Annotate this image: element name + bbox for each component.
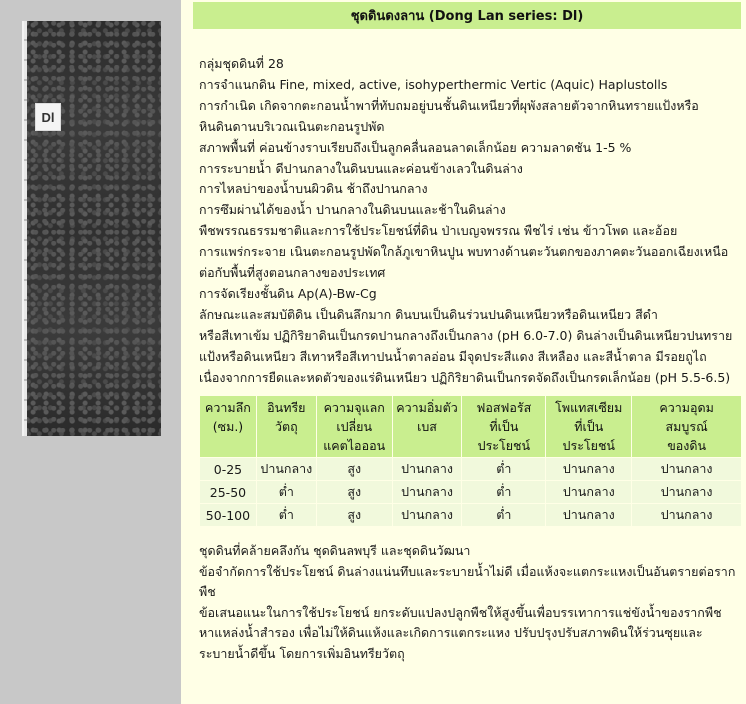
soil-characteristics-3: แป้งหรือดินเหนียว สีเทาหรือสีเทาปนน้ำตาลอ่อน มีจุดประสีแดง สีเหลือง และสีน้ำตาล มีรอยถูไถ bbox=[199, 348, 707, 364]
soil-group: กลุ่มชุดดินที่ 28 bbox=[199, 56, 284, 71]
cell-cec: สูง bbox=[316, 458, 392, 481]
cell-organic-matter: ต่ำ bbox=[256, 504, 316, 527]
drainage: การระบายน้ำ ดีปานกลางในดินบนและค่อนข้างเลวในดินล่าง bbox=[199, 160, 523, 176]
distribution-cont: ต่อกับพื้นที่สูงตอนกลางของประเทศ bbox=[199, 265, 386, 281]
cell-organic-matter: ปานกลาง bbox=[256, 458, 316, 481]
runoff: การไหลบ่าของน้ำบนผิวดิน ช้าถึงปานกลาง bbox=[199, 181, 428, 197]
cell-fertility: ปานกลาง bbox=[632, 458, 742, 481]
table-row bbox=[200, 504, 742, 527]
cell-depth: 50-100 bbox=[200, 504, 257, 527]
horizon-sequence: การจัดเรียงชั้นดิน Ap(A)-Bw-Cg bbox=[199, 285, 377, 301]
page-title: ชุดดินดงลาน (Dong Lan series: Dl) bbox=[193, 2, 741, 29]
table-row bbox=[200, 458, 742, 481]
cell-base-saturation: ปานกลาง bbox=[392, 481, 462, 504]
cell-base-saturation: ปานกลาง bbox=[392, 504, 462, 527]
cell-organic-matter: ต่ำ bbox=[256, 481, 316, 504]
cell-depth: 0-25 bbox=[200, 458, 257, 481]
header-base-saturation: ความอิ่มตัว เบส bbox=[392, 396, 462, 458]
limitations-cont: พืช bbox=[199, 584, 216, 599]
cell-fertility: ปานกลาง bbox=[632, 481, 742, 504]
limitations: ข้อจำกัดการใช้ประโยชน์ ดินล่างแน่นทึบและระบายน้ำไม่ดี เมื่อแห้งจะแตกระแหงเป็นอันตรายต่อราก bbox=[199, 563, 736, 579]
vegetation-landuse: พืชพรรณธรรมชาติและการใช้ประโยชน์ที่ดิน ป่าเบญจพรรณ พืชไร่ เช่น ข้าวโพด และอ้อย bbox=[199, 223, 678, 239]
cell-cec: สูง bbox=[316, 481, 392, 504]
similar-series: ชุดดินที่คล้ายคลึงกัน ชุดดินลพบุรี และชุดดินวัฒนา bbox=[199, 543, 471, 558]
header-organic-matter: อินทรีย วัตถุ bbox=[256, 396, 316, 458]
left-panel bbox=[0, 0, 181, 704]
cell-fertility: ปานกลาง bbox=[632, 504, 742, 527]
landform: สภาพพื้นที่ ค่อนข้างราบเรียบถึงเป็นลูกคลื่นลอนลาดเล็กน้อย ความลาดชัน 1-5 % bbox=[199, 139, 632, 155]
cell-phosphorus: ต่ำ bbox=[462, 504, 546, 527]
soil-properties-table bbox=[199, 395, 742, 527]
recommendations-3: ระบายน้ำดีขึ้น โดยการเพิ่มอินทรียวัตถุ bbox=[199, 645, 405, 661]
cell-depth: 25-50 bbox=[200, 481, 257, 504]
recommendations: ข้อเสนอแนะในการใช้ประโยชน์ ยกระดับแปลงปลูกพืชให้สูงขึ้นเพื่อบรรเทาการแช่ขังน้ำของรากพืช bbox=[199, 604, 722, 620]
distribution: การแพร่กระจาย เนินตะกอนรูปพัดใกล้ภูเขาหินปูน พบทางด้านตะวันตกของภาคตะวันออกเฉียงเหนือ bbox=[199, 244, 729, 260]
table-header-row bbox=[200, 396, 742, 458]
origin-cont: หินดินดานบริเวณเนินตะกอนรูปพัด bbox=[199, 118, 385, 134]
soil-characteristics: ลักษณะและสมบัติดิน เป็นดินลึกมาก ดินบนเป็นดินร่วนปนดินเหนียวหรือดินเหนียว สีดำ bbox=[199, 306, 658, 322]
measuring-tape bbox=[24, 21, 27, 436]
description-section bbox=[199, 54, 743, 389]
header-fertility: ความอุดม สมบูรณ์ ของดิน bbox=[632, 396, 742, 458]
header-phosphorus: ฟอสฟอรัส ที่เป็นประโยชน์ bbox=[462, 396, 546, 458]
cell-phosphorus: ต่ำ bbox=[462, 458, 546, 481]
profile-label-tag: Dl bbox=[35, 103, 61, 131]
cell-phosphorus: ต่ำ bbox=[462, 481, 546, 504]
origin: การกำเนิด เกิดจากตะกอนน้ำพาที่ทับถมอยู่บนชั้นดินเหนียวที่ผุพังสลายตัวจากหินทรายแป้งหรือ bbox=[199, 97, 699, 113]
cell-potassium: ปานกลาง bbox=[546, 504, 632, 527]
cell-potassium: ปานกลาง bbox=[546, 458, 632, 481]
cell-base-saturation: ปานกลาง bbox=[392, 458, 462, 481]
cell-cec: สูง bbox=[316, 504, 392, 527]
header-depth: ความลึก (ซม.) bbox=[200, 396, 257, 458]
cell-potassium: ปานกลาง bbox=[546, 481, 632, 504]
soil-profile-photo bbox=[22, 21, 161, 436]
soil-characteristics-2: หรือสีเทาเข้ม ปฏิกิริยาดินเป็นกรดปานกลางถึงเป็นกลาง (pH 6.0-7.0) ดินล่างเป็นดินเหนียวปนทราย bbox=[199, 327, 733, 343]
recommendations-2: หาแหล่งน้ำสำรอง เพื่อไม่ให้ดินแห้งและเกิดการแตกระแหง ปรับปรุงปรับสภาพดินให้ร่วนซุยและ bbox=[199, 625, 703, 640]
permeability: การซึมผ่านได้ของน้ำ ปานกลางในดินบนและช้าในดินล่าง bbox=[199, 202, 506, 218]
table-row bbox=[200, 481, 742, 504]
header-cec: ความจุแลก เปลี่ยน แคตไอออน bbox=[316, 396, 392, 458]
classification: การจำแนกดิน Fine, mixed, active, isohyperthermic Vertic (Aquic) Haplustolls bbox=[199, 76, 668, 92]
management-section bbox=[199, 541, 743, 664]
header-potassium: โพแทสเซียม ที่เป็นประโยชน์ bbox=[546, 396, 632, 458]
soil-characteristics-4: เนื่องจากการยืดและหดตัวของแร่ดินเหนียว ปฏิกิริยาดินเป็นกรดจัดถึงเป็นกรดเล็กน้อย (pH 5.5-6.5) bbox=[199, 369, 731, 385]
